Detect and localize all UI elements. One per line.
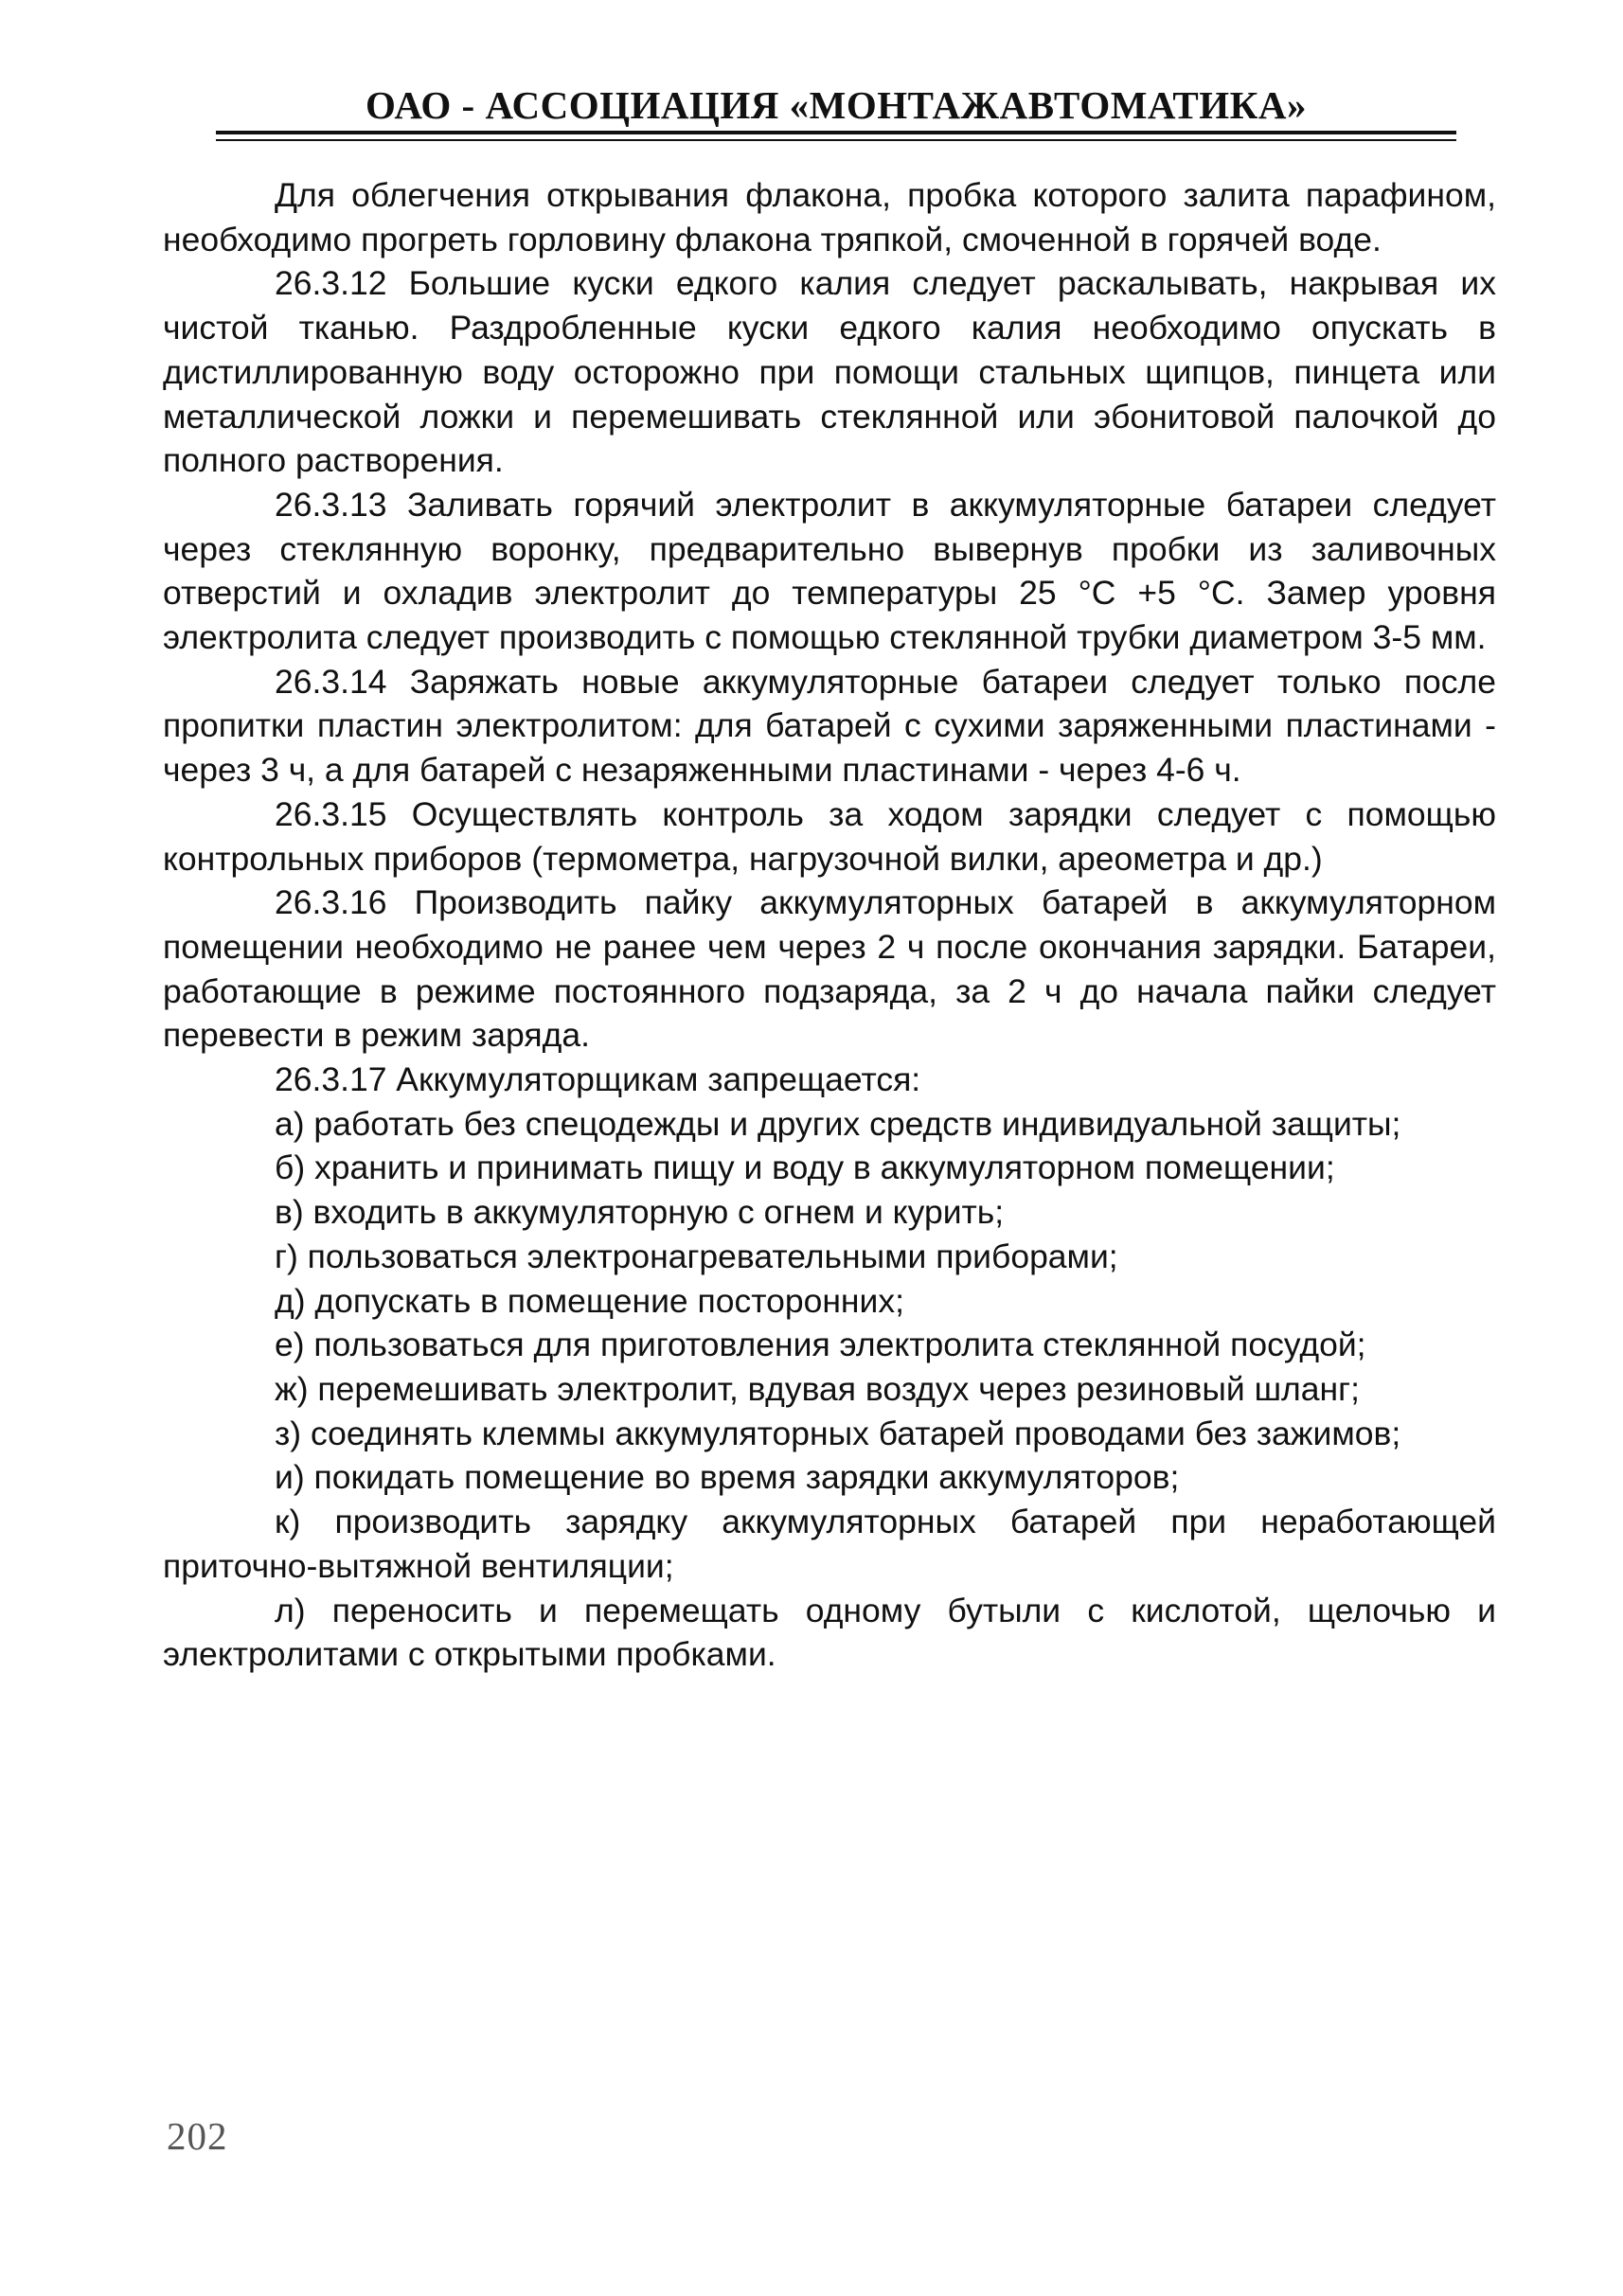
paragraph: 26.3.13 Заливать горячий электролит в аккумуляторные батареи следует через стеклянную воронку, предварительно вывернув пробки из заливочных отверстий и охладив электролит до температуры 25 °С +5 °С. Замер уровня электролита следует производить с помощью стеклянной трубки диаметром 3-5 мм.	[163, 485, 1496, 657]
list-item: и) покидать помещение во время зарядки аккумуляторов;	[275, 1458, 1180, 1497]
list-item: к) производить зарядку аккумуляторных батарей при неработающей приточно-вытяжной вентиляции;	[163, 1503, 1496, 1585]
header-rule-thick	[216, 131, 1456, 134]
list-item: д) допускать в помещение посторонних;	[275, 1281, 904, 1320]
paragraph: 26.3.12 Большие куски едкого калия следует раскалывать, накрывая их чистой тканью. Раздробленные куски едкого калия необходимо опускать в дистиллированную воду осторожно при помощи стальных щипцов, пинцета или металлической ложки и перемешивать стеклянной или эбонитовой палочкой до полного растворения.	[163, 264, 1496, 480]
list-item: б) хранить и принимать пищу и воду в аккумуляторном помещении;	[275, 1148, 1335, 1187]
paragraph: 26.3.16 Производить пайку аккумуляторных батарей в аккумуляторном помещении необходимо не ранее чем через 2 ч после окончания зарядки. Батареи, работающие в режиме постоянного подзаряда, за 2 ч до начала пайки следует перевести в режим заряда.	[163, 883, 1496, 1055]
header-rule-thin	[216, 139, 1456, 141]
document-body	[163, 173, 1496, 1677]
paragraph: 26.3.15 Осуществлять контроль за ходом зарядки следует с помощью контрольных приборов (термометра, нагрузочной вилки, ареометра и др.)	[163, 794, 1496, 878]
paragraph: 26.3.17 Аккумуляторщикам запрещается:	[275, 1060, 921, 1099]
list-item: ж) перемешивать электролит, вдувая воздух через резиновый шланг;	[275, 1369, 1360, 1408]
page-header: ОАО - АССОЦИАЦИЯ «МОНТАЖАВТОМАТИКА»	[366, 83, 1307, 127]
paragraph: 26.3.14 Заряжать новые аккумуляторные батареи следует только после пропитки пластин электролитом: для батарей с сухими заряженными пластинами - через 3 ч, а для батарей с незаряженными пластинами - через 4-6 ч.	[163, 662, 1496, 790]
list-item: е) пользоваться для приготовления электролита стеклянной посудой;	[275, 1326, 1366, 1364]
list-item: в) входить в аккумуляторную с огнем и курить;	[275, 1193, 1005, 1232]
page-number: 202	[167, 2114, 228, 2158]
list-item: л) переносить и перемещать одному бутыли с кислотой, щелочью и электролитами с открытыми пробками.	[163, 1591, 1496, 1674]
list-item: г) пользоваться электронагревательными приборами;	[275, 1237, 1118, 1275]
paragraph: Для облегчения открывания флакона, пробка которого залита парафином, необходимо прогреть горловину флакона тряпкой, смоченной в горячей воде.	[163, 176, 1496, 258]
list-item: а) работать без спецодежды и других средств индивидуальной защиты;	[275, 1104, 1401, 1143]
list-item: з) соединять клеммы аккумуляторных батарей проводами без зажимов;	[275, 1414, 1401, 1452]
